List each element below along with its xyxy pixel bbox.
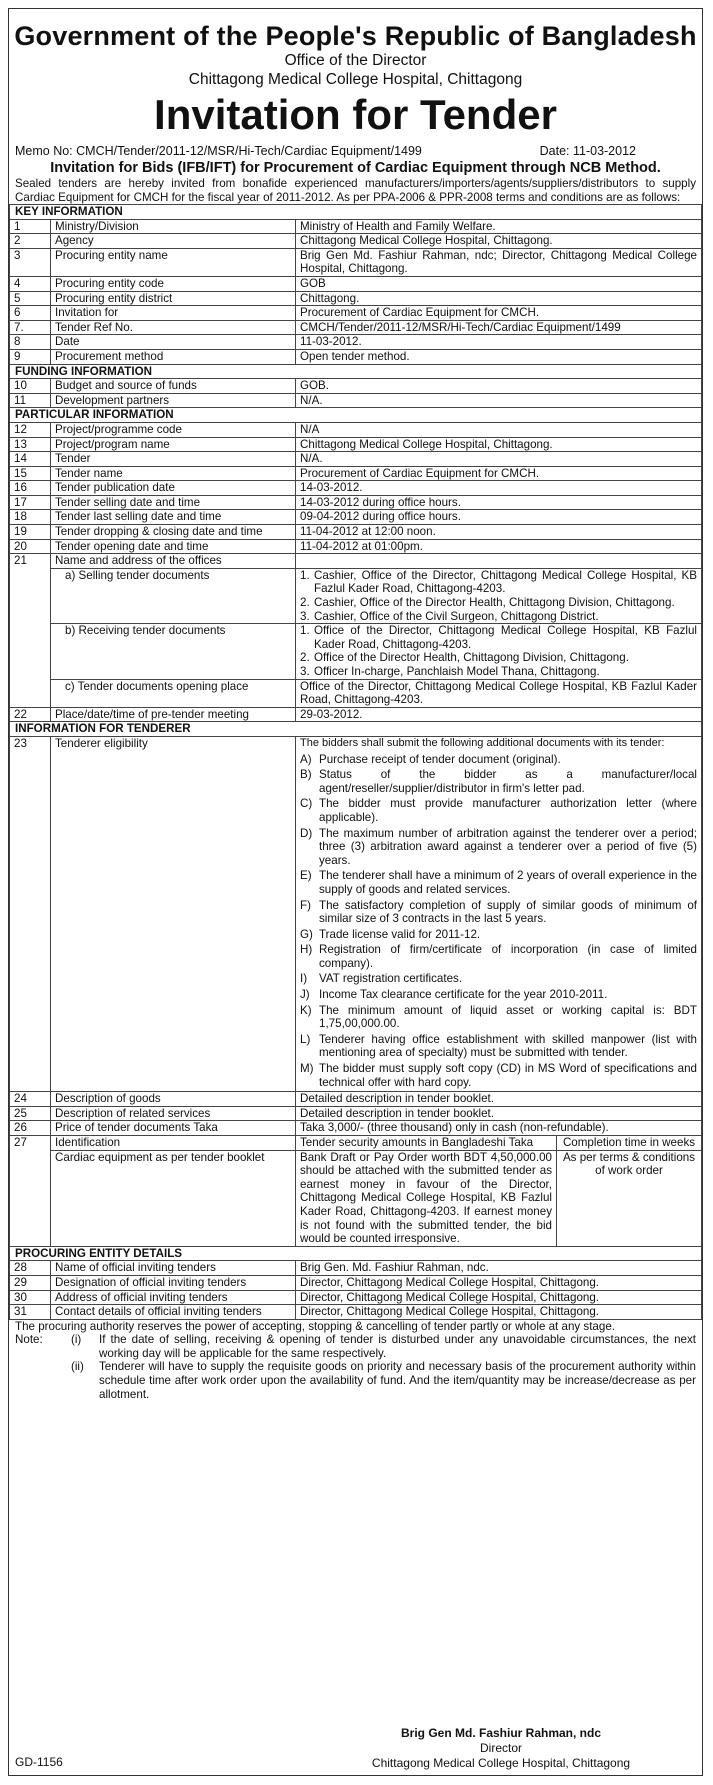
signature-block	[9, 1726, 702, 1771]
list-item: A) Purchase receipt of tender document (original).	[300, 752, 561, 766]
list-item: J) Income Tax clearance certificate for the year 2010-2011.	[300, 988, 608, 1002]
table-row: 25 Description of related services Detailed description in tender booklet.	[10, 1106, 702, 1121]
table-row: 3 Procuring entity name Brig Gen Md. Fashiur Rahman, ndc; Director, Chittagong Medical College Hospital, Chittagong.	[10, 248, 702, 276]
list-item: G) Trade license valid for 2011-12.	[300, 927, 481, 941]
security-table: Tender security amounts in Bangladeshi Taka Completion time in weeks	[296, 1136, 701, 1150]
list-item: I) VAT registration certificates.	[300, 972, 463, 986]
list-item: H) Registration of firm/certificate of incorporation (in case of limited company).	[300, 943, 697, 970]
list-item: K) The minimum amount of liquid asset or working capital is: BDT 1,75,00,000.00.	[300, 1003, 697, 1031]
table-row: 9 Procurement method Open tender method.	[10, 349, 702, 364]
table-row: 15 Tender name Procurement of Cardiac Equipment for CMCH.	[10, 466, 702, 481]
government-title: Government of the People's Republic of Bangladesh	[14, 21, 697, 51]
section-funding-information: FUNDING INFORMATION	[10, 364, 702, 379]
table-row: 29 Designation of official inviting tenders Director, Chittagong Medical College Hospital, Chittagong.	[10, 1275, 702, 1290]
table-row: 17 Tender selling date and time 14-03-2012 during office hours.	[10, 495, 702, 510]
signatory-title: Director	[479, 1741, 522, 1755]
list-item: B) Status of the bidder as a manufacturer/local agent/reseller/supplier/distributor in firm's letter pad.	[300, 768, 697, 795]
table-row: 20 Tender opening date and time 11-04-2012 at 01:00pm.	[10, 539, 702, 554]
eligibility-list: The bidders shall submit the following additional documents with its tender: A) Purchase receipt of tender document (original). B) Status of the bidder as a manufacturer/local agent/reseller/supplier/distributor in firm's letter pad. C) The bidder must provide manufacturer authorization letter (where applicable). D) The maximum number of arbitration against the tenderer over a period; three (3) arbitration award against a tenderer over a period of five (5) years. E) The tenderer shall have a minimum of 2 years of overall experience in the supply of goods and related services. F) The satisfactory completion of supply of similar goods of minimum of similar size of 3 contracts in the last 5 years. G) Trade license valid for 2011-12. H) Registration of firm/certificate of incorporation (in case of limited company). I) VAT registration certificates. J) Income Tax clearance certificate for the year 2010-2011. K) The minimum amount of liquid asset or working capital is: BDT 1,75,00,000.00. L) Tenderer having office establishment with skilled manpower (list with mentioning area of specialty) must be submitted with tender. M) The bidder must supply soft copy (CD) in MS Word of specifications and technical offer with hard copy.	[296, 736, 702, 1091]
table-row: 22 Place/date/time of pre-tender meeting 29-03-2012.	[10, 707, 702, 722]
table-row: 13 Project/program name Chittagong Medical College Hospital, Chittagong.	[10, 437, 702, 452]
table-row: 31 Contact details of official inviting tenders Director, Chittagong Medical College Hospital, Chittagong.	[10, 1305, 702, 1320]
gd-number: GD-1156	[15, 1755, 63, 1769]
ifb-title: Invitation for Bids (IFB/IFT) for Procurement of Cardiac Equipment through NCB Method.	[50, 160, 661, 176]
table-row: 18 Tender last selling date and time 09-04-2012 during office hours.	[10, 510, 702, 525]
section-procuring-entity-details: PROCURING ENTITY DETAILS	[10, 1246, 702, 1261]
memo-line	[9, 143, 702, 159]
table-row: 8 Date 11-03-2012.	[10, 335, 702, 350]
tender-info-table	[9, 204, 702, 1320]
section-key-information: KEY INFORMATION	[10, 205, 702, 220]
notice-title: Invitation for Tender	[154, 91, 557, 138]
office-name: Office of the Director	[284, 52, 427, 69]
table-row: 23 Tenderer eligibility The bidders shall submit the following additional documents with its tender: A) Purchase receipt of tender document (original). B) Status of the bidder as a manufacturer/local agent/reseller/supplier/distributor in firm's letter pad. C) The bidder must provide manufacturer authorization letter (where applicable). D) The maximum number of arbitration against the tenderer over a period; three (3) arbitration award against a tenderer over a period of five (5) years. E) The tenderer shall have a minimum of 2 years of overall experience in the supply of goods and related services. F) The satisfactory completion of supply of similar goods of minimum of similar size of 3 contracts in the last 5 years. G) Trade license valid for 2011-12. H) Registration of firm/certificate of incorporation (in case of limited company). I) VAT registration certificates. J) Income Tax clearance certificate for the year 2010-2011. K) The minimum amount of liquid asset or working capital is: BDT 1,75,00,000.00. L) Tenderer having office establishment with skilled manpower (list with mentioning area of specialty) must be submitted with tender. M) The bidder must supply soft copy (CD) in MS Word of specifications and technical offer with hard copy.	[10, 736, 702, 1091]
table-row: 5 Procuring entity district Chittagong.	[10, 291, 702, 306]
table-row: 7. Tender Ref No. CMCH/Tender/2011-12/MSR/Hi-Tech/Cardiac Equipment/1499	[10, 320, 702, 335]
selling-offices: 1. Cashier, Office of the Director, Chittagong Medical College Hospital, KB Fazlul Kader Road, Chittagong-4203. 2. Cashier, Office of the Director Health, Chittagong Division, Chittagong. 3. Cashier, Office of the Civil Surgeon, Chittagong District.	[296, 568, 702, 623]
hospital-name: Chittagong Medical College Hospital, Chittagong	[188, 71, 523, 88]
table-row: 10 Budget and source of funds GOB.	[10, 379, 702, 394]
table-row: 21 Name and address of the offices	[10, 554, 702, 569]
table-row: 11 Development partners N/A.	[10, 393, 702, 408]
intro-paragraph: Sealed tenders are hereby invited from bonafide experienced manufacturers/importers/agents/suppliers/distributors to supply Cardiac Equipment for CMCH for the fiscal year of 2011-2012. As per PPA-2006 & PPR-2008 terms and conditions are as follows:	[15, 177, 696, 204]
notice-header	[9, 21, 702, 139]
list-item: L) Tenderer having office establishment with skilled manpower (list with mentioning area of specialty) must be submitted with tender.	[300, 1032, 697, 1060]
receiving-offices: 1. Office of the Director, Chittagong Medical College Hospital, KB Fazlul Kader Road, Chittagong-4203. 2. Office of the Director Health, Chittagong Division, Chittagong. 3. Officer In-charge, Panchlaish Model Thana, Chittagong.	[296, 624, 702, 679]
table-row: 6 Invitation for Procurement of Cardiac Equipment for CMCH.	[10, 306, 702, 321]
list-item: E) The tenderer shall have a minimum of 2 years of overall experience in the supply of goods and related services.	[300, 869, 697, 896]
section-particular-information: PARTICULAR INFORMATION	[10, 408, 702, 423]
signatory-org: Chittagong Medical College Hospital, Chittagong	[371, 1756, 631, 1770]
table-row: 4 Procuring entity code GOB	[10, 276, 702, 291]
notes: Note: (i) If the date of selling, receiving & opening of tender is disturbed under any unavoidable circumstances, the next working day will be applicable for the same respectively. (ii) Tenderer will have to supply the requisite goods on priority and necessary basis of the procurement authority within schedule time after work order upon the availability of fund. And the item/quantity may be increase/decrease as per allotment.	[15, 1333, 696, 1401]
table-row: Cardiac equipment as per tender booklet Bank Draft or Pay Order worth BDT 4,50,000.00 should be attached with the submitted tender as earnest money in favour of the Director, Chittagong Medical College Hospital, KB Fazlul Kader Road, Chittagong-4203. If earnest money is not found with the submitted tender, the bid would be counted irresponsive. As per terms & conditions of work order	[10, 1150, 702, 1246]
memo-date: Date: 11-03-2012	[539, 144, 636, 158]
table-row: c) Tender documents opening place Office of the Director, Chittagong Medical College Hospital, KB Fazlul Kader Road, Chittagong-4203.	[10, 679, 702, 707]
memo-number: Memo No: CMCH/Tender/2011-12/MSR/Hi-Tech/Cardiac Equipment/1499	[15, 144, 422, 158]
table-row: 16 Tender publication date 14-03-2012.	[10, 481, 702, 496]
table-row: 30 Address of official inviting tenders Director, Chittagong Medical College Hospital, Chittagong.	[10, 1290, 702, 1305]
section-information-for-tenderer: INFORMATION FOR TENDERER	[10, 722, 702, 737]
table-row: 24 Description of goods Detailed description in tender booklet.	[10, 1092, 702, 1107]
table-row: 2 Agency Chittagong Medical College Hospital, Chittagong.	[10, 234, 702, 249]
table-row: 27 Identification Tender security amounts in Bangladeshi Taka Completion time in weeks	[10, 1136, 702, 1151]
tender-notice	[8, 8, 703, 1776]
list-item: F) The satisfactory completion of supply of similar goods of minimum of similar size of 3 contracts in the last 5 years.	[300, 898, 697, 926]
table-row: 28 Name of official inviting tenders Brig Gen. Md. Fashiur Rahman, ndc.	[10, 1261, 702, 1276]
list-item: C) The bidder must provide manufacturer authorization letter (where applicable).	[300, 797, 697, 824]
table-row: 19 Tender dropping & closing date and time 11-04-2012 at 12:00 noon.	[10, 525, 702, 540]
table-row: 14 Tender N/A.	[10, 452, 702, 467]
list-item: D) The maximum number of arbitration against the tenderer over a period; three (3) arbitration award against a tenderer over a period of five (5) years.	[300, 826, 697, 867]
table-row: 12 Project/programme code N/A	[10, 422, 702, 437]
table-row: b) Receiving tender documents 1. Office of the Director, Chittagong Medical College Hospital, KB Fazlul Kader Road, Chittagong-4203. 2. Office of the Director Health, Chittagong Division, Chittagong. 3. Officer In-charge, Panchlaish Model Thana, Chittagong.	[10, 624, 702, 679]
table-row: 26 Price of tender documents Taka Taka 3,000/- (three thousand) only in cash (non-refundable).	[10, 1121, 702, 1136]
table-row: a) Selling tender documents 1. Cashier, Office of the Director, Chittagong Medical College Hospital, KB Fazlul Kader Road, Chittagong-4203. 2. Cashier, Office of the Director Health, Chittagong Division, Chittagong. 3. Cashier, Office of the Civil Surgeon, Chittagong District.	[10, 568, 702, 623]
reserve-statement: The procuring authority reserves the power of accepting, stopping & cancelling of tender partly or whole at any stage.	[15, 1319, 615, 1333]
signatory-name: Brig Gen Md. Fashiur Rahman, ndc	[400, 1726, 602, 1740]
list-item: M) The bidder must supply soft copy (CD) in MS Word of specifications and technical offer with hard copy.	[300, 1062, 697, 1089]
table-row: 1 Ministry/Division Ministry of Health and Family Welfare.	[10, 219, 702, 234]
